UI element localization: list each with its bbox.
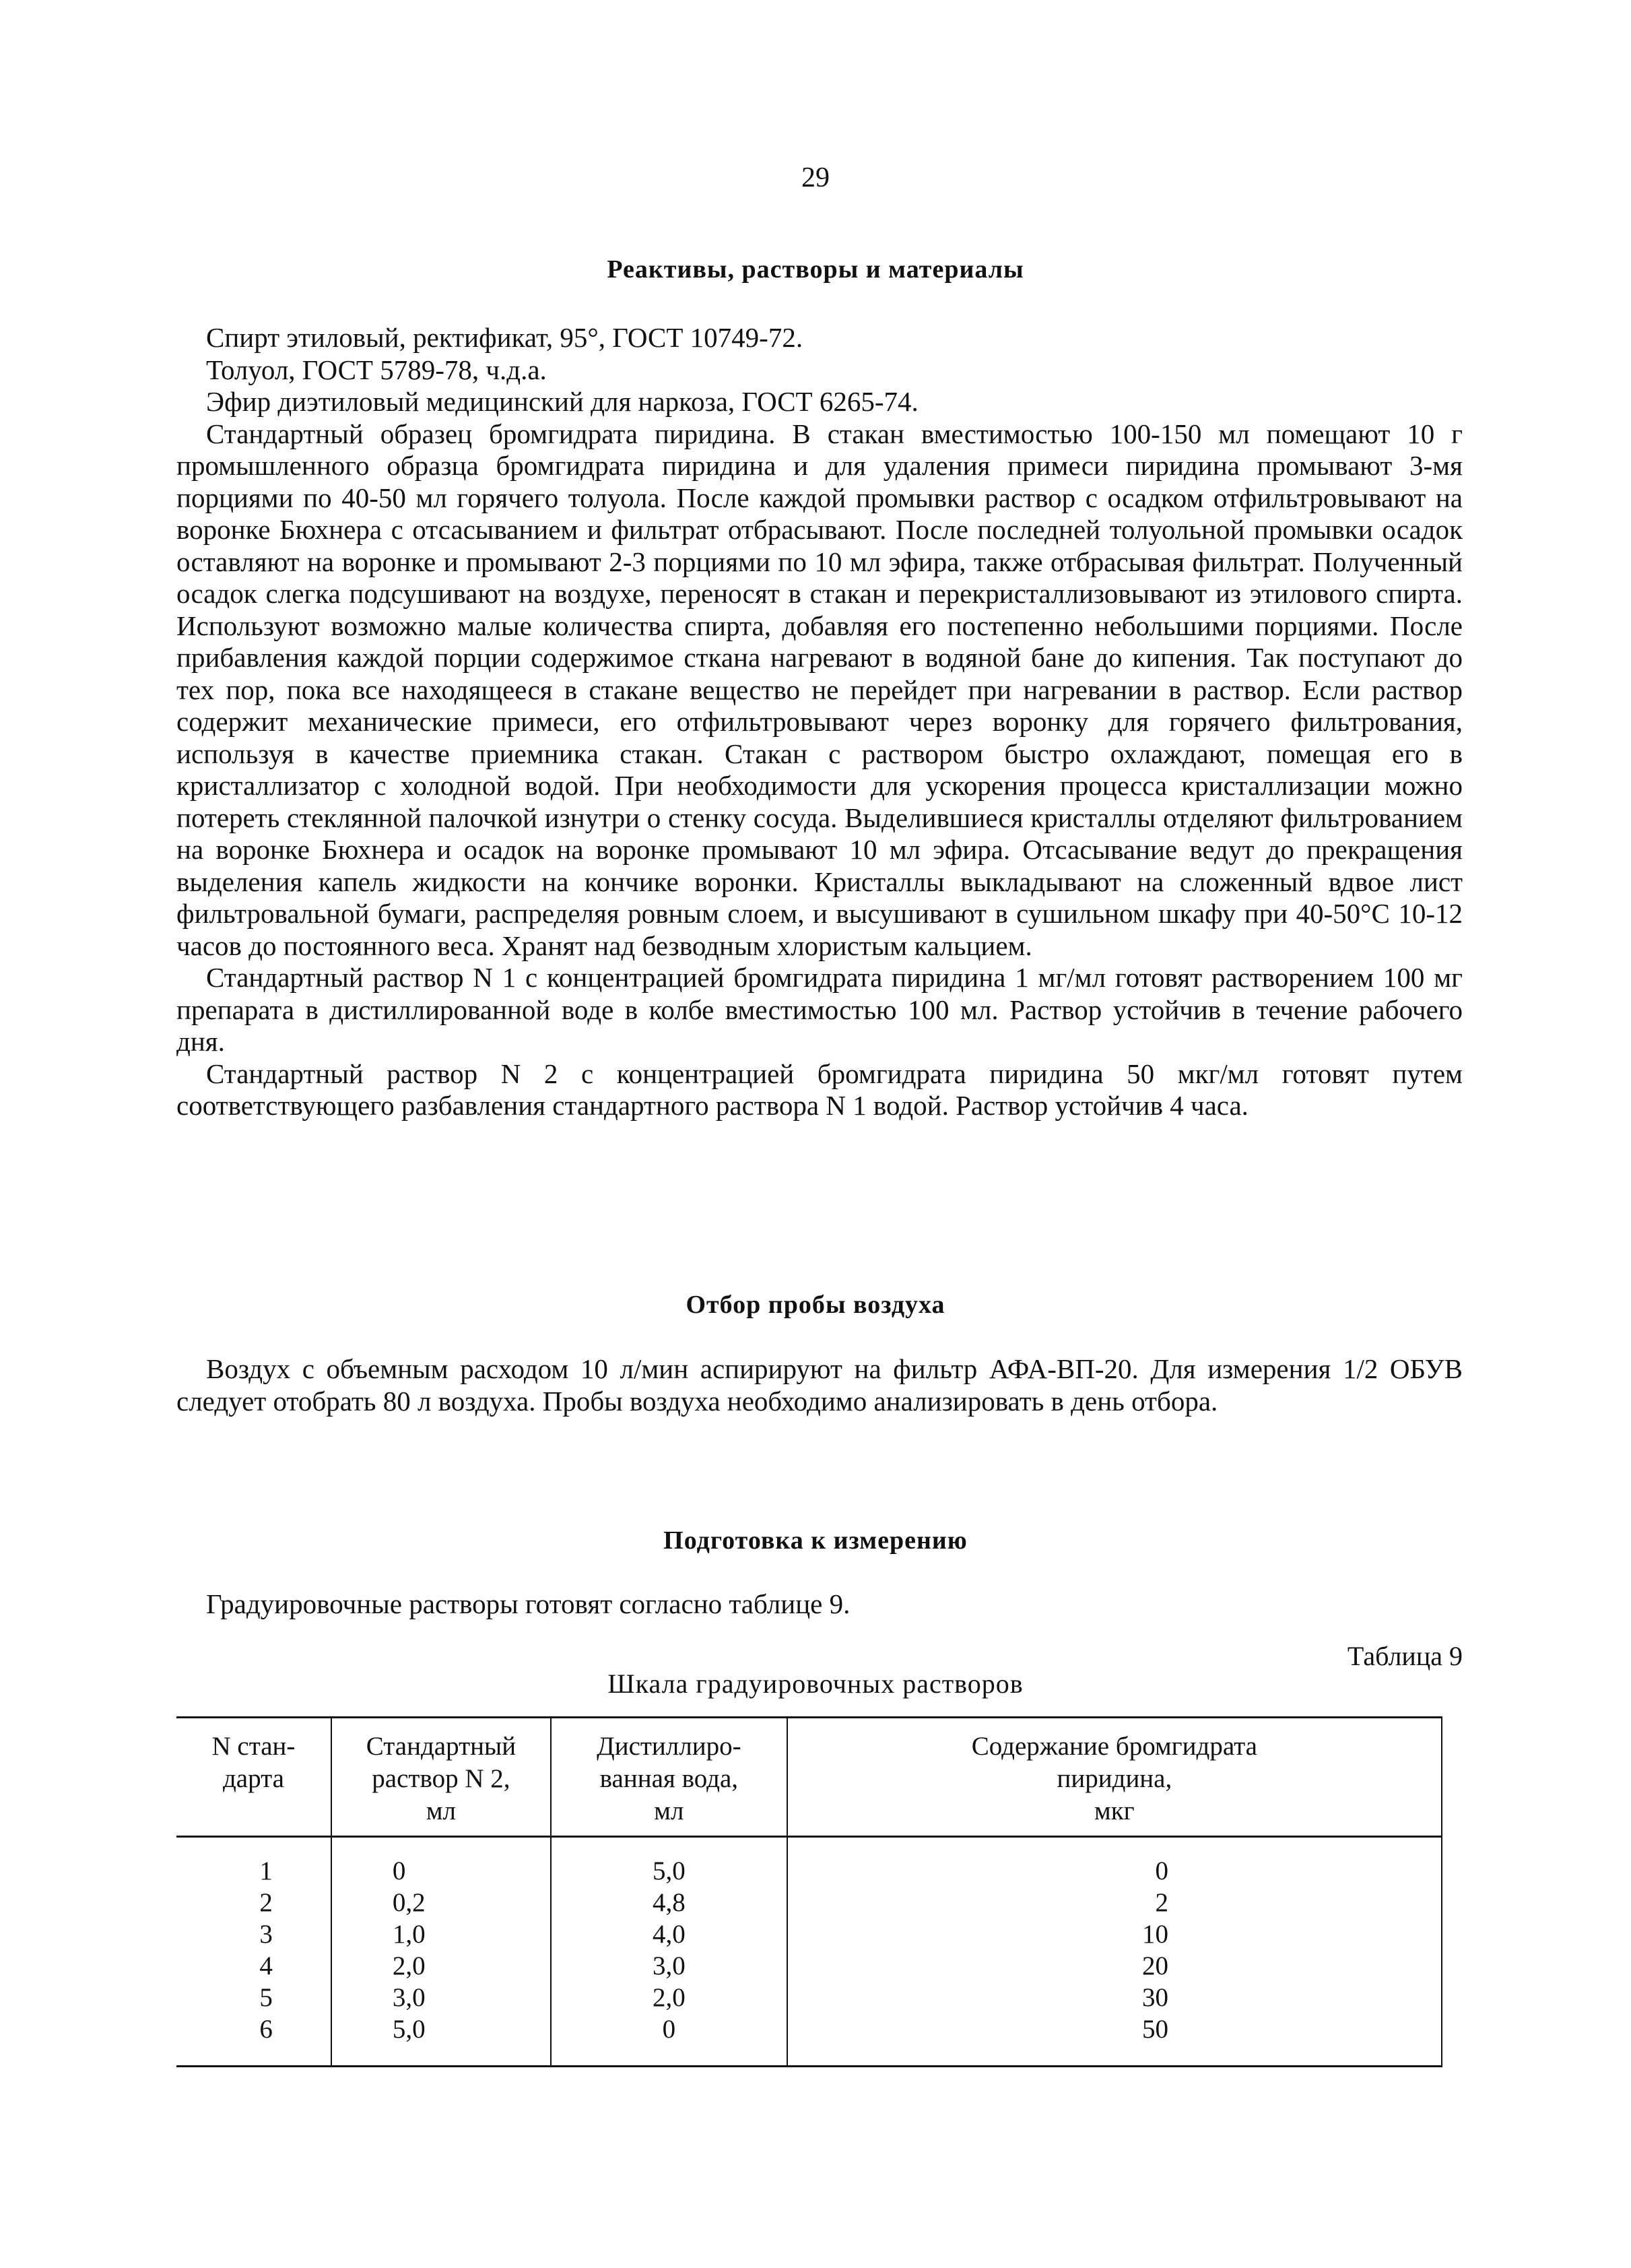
cell-distilled-water: 2,0 <box>551 1982 787 2013</box>
cell-distilled-water: 4,0 <box>551 1918 787 1950</box>
section-heading-preparation: Подготовка к измерению <box>663 1526 968 1555</box>
table-row <box>176 1887 1442 1918</box>
cell-standard-number: 3 <box>259 1920 273 1949</box>
cell-content: 0 <box>787 1837 1442 1887</box>
preparation-text-block <box>176 1588 1463 1621</box>
cell-content: 10 <box>787 1918 1442 1950</box>
paragraph-standard-solution-2: Стандартный раствор N 2 с концентрацией бромгидрата пиридина 50 мкг/мл готовят путем соответствующего разбавления стандартного раствора N 1 водой. Раствор устойчив 4 часа. <box>176 1058 1463 1121</box>
cell-content: 30 <box>787 1982 1442 2013</box>
table-title: Шкала градуировочных растворов <box>607 1668 1024 1699</box>
cell-content: 20 <box>787 1950 1442 1982</box>
section-heading-air-sampling: Отбор пробы воздуха <box>686 1291 945 1319</box>
cell-content: 50 <box>787 2013 1442 2067</box>
paragraph-air-sampling: Воздух с объемным расходом 10 л/мин аспирируют на фильтр АФА-ВП-20. Для измерения 1/2 ОБУВ следует отобрать 80 л воздуха. Пробы воздуха необходимо анализировать в день отбора. <box>176 1353 1463 1417</box>
header-standard-solution: Стандартный раствор N 2, мл <box>331 1718 551 1837</box>
section-heading-reagents: Реактивы, растворы и материалы <box>607 255 1024 284</box>
table-row <box>176 1837 1442 1887</box>
header-standard-number: N стан- дарта <box>211 1732 296 1793</box>
air-sampling-text-block <box>176 1353 1463 1417</box>
paragraph-standard-sample: Стандартный образец бромгидрата пиридина. В стакан вместимостью 100-150 мл помещают 10 г промышленного образца бромгидрата пиридина и для удаления примеси пиридина промывают 3-мя порциями по 40-50 мл горячего толуола. После каждой промывки раствор с осадком отфильтровывают на воронке Бюхнера с отсасыванием и фильтрат отбрасывают. После последней толуольной промывки осадок оставляют на воронке и промывают 2-3 порциями по 10 мл эфира, также отбрасывая фильтрат. Полученный осадок слегка подсушивают на воздухе, переносят в стакан и перекристаллизовывают из этилового спирта. Используют возможно малые количества спирта, добавляя его постепенно небольшими порциями. После прибавления каждой порции содержимое сткана нагревают в водяной бане до кипения. Так поступают до тех пор, пока все находящееся в стакане вещество не перейдет при нагревании в раствор. Если раствор содержит механические примеси, его отфильтровывают через воронку для горячего фильтрования, используя в качестве приемника стакан. Стакан с раствором быстро охлаждают, помещая его в кристаллизатор с холодной водой. При необходимости для ускорения процесса кристаллизации можно потереть стеклянной палочкой изнутри о стенку сосуда. Выделившиеся кристаллы отделяют фильтрованием на воронке Бюхнера и осадок на воронке промывают 10 мл эфира. Отсасывание ведут до прекращения выделения капель жидкости на кончике воронки. Кристаллы выкладывают на сложенный вдвое лист фильтровальной бумаги, распределяя ровным слоем, и высушивают в сушильном шкафу при 40-50°С 10-12 часов до постоянного веса. Хранят над безводным хлористым кальцием. <box>176 418 1463 961</box>
paragraph-standard-solution-1: Стандартный раствор N 1 с концентрацией бромгидрата пиридина 1 мг/мл готовят растворением 100 мг препарата в дистиллированной воде в колбе вместимостью 100 мл. Раствор устойчив в течение рабочего дня. <box>176 962 1463 1057</box>
table-header-row <box>176 1718 1442 1837</box>
cell-standard-number: 1 <box>259 1856 273 1885</box>
header-distilled-water: Дистиллиро- ванная вода, мл <box>551 1718 787 1837</box>
cell-standard-solution: 1,0 <box>331 1918 551 1950</box>
cell-distilled-water: 5,0 <box>551 1837 787 1887</box>
cell-content: 2 <box>787 1887 1442 1918</box>
cell-distilled-water: 0 <box>551 2013 787 2067</box>
calibration-table <box>176 1716 1442 2067</box>
table-row <box>176 1950 1442 1982</box>
header-content: Содержание бромгидрата пиридина, мкг <box>787 1718 1442 1837</box>
table-row <box>176 1918 1442 1950</box>
table-label: Таблица 9 <box>1347 1641 1463 1671</box>
cell-standard-solution: 3,0 <box>331 1982 551 2013</box>
table-row <box>176 1982 1442 2013</box>
cell-standard-number: 4 <box>259 1951 273 1980</box>
cell-distilled-water: 3,0 <box>551 1950 787 1982</box>
cell-distilled-water: 4,8 <box>551 1887 787 1918</box>
paragraph-ethanol: Спирт этиловый, ректификат, 95°, ГОСТ 10749-72. <box>206 322 803 353</box>
cell-standard-solution: 0,2 <box>331 1887 551 1918</box>
cell-standard-number: 5 <box>259 1983 273 2012</box>
cell-standard-number: 6 <box>259 2015 273 2044</box>
page-number: 29 <box>801 162 830 193</box>
cell-standard-number: 2 <box>259 1888 273 1917</box>
paragraph-ether: Эфир диэтиловый медицинский для наркоза, ГОСТ 6265-74. <box>206 386 919 417</box>
paragraph-preparation: Градуировочные растворы готовят согласно таблице 9. <box>206 1588 851 1619</box>
cell-standard-solution: 2,0 <box>331 1950 551 1982</box>
cell-standard-solution: 5,0 <box>331 2013 551 2067</box>
cell-standard-solution: 0 <box>331 1837 551 1887</box>
paragraph-toluene: Толуол, ГОСТ 5789-78, ч.д.а. <box>206 354 547 385</box>
reagents-text-block <box>176 322 1463 1122</box>
table-row <box>176 2013 1442 2067</box>
